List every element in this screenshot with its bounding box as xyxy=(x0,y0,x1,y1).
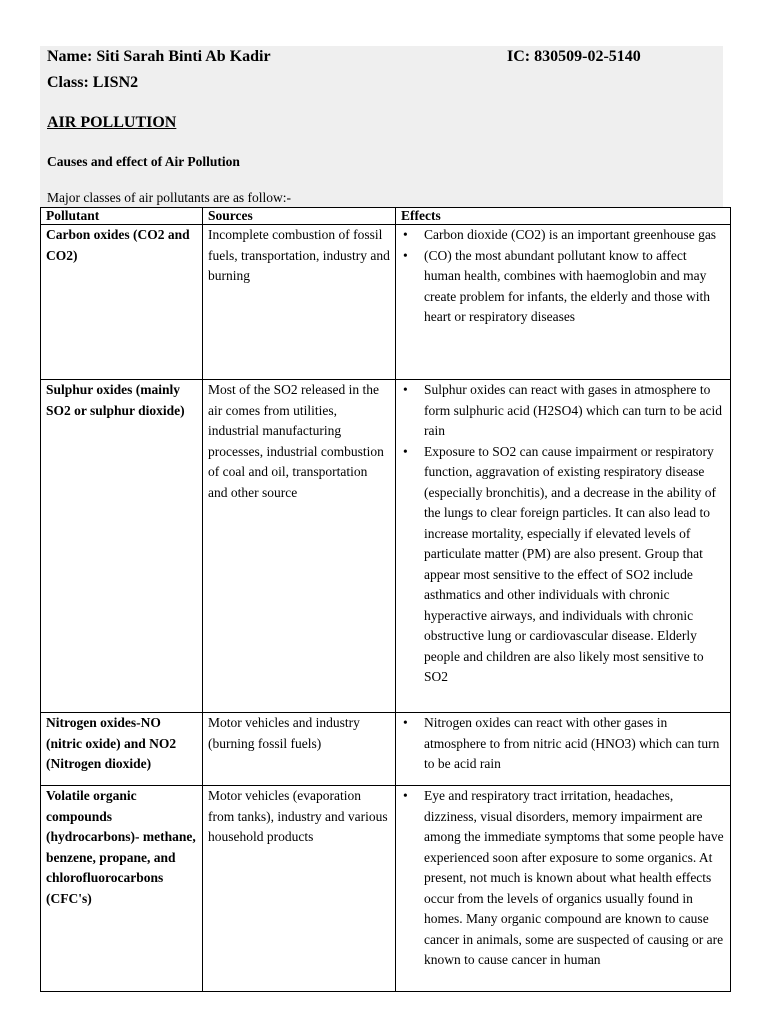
sources-cell: Motor vehicles and industry (burning fossil fuels) xyxy=(203,713,396,786)
pollutants-table xyxy=(40,207,731,992)
header-effects: Effects xyxy=(396,208,731,225)
effects-cell xyxy=(396,225,731,380)
document-subtitle: Causes and effect of Air Pollution xyxy=(47,154,240,169)
effects-list xyxy=(401,380,725,688)
header-sources: Sources xyxy=(203,208,396,225)
pollutant-cell: Carbon oxides (CO2 and CO2) xyxy=(41,225,203,380)
sources-cell: Incomplete combustion of fossil fuels, transportation, industry and burning xyxy=(203,225,396,380)
student-ic: IC: 830509-02-5140 xyxy=(507,48,641,65)
effects-list xyxy=(401,786,725,971)
effects-cell xyxy=(396,786,731,992)
student-class: Class: LISN2 xyxy=(47,74,139,91)
table-row xyxy=(41,225,731,380)
effects-list xyxy=(401,225,725,328)
sources-cell: Motor vehicles (evaporation from tanks), industry and various household products xyxy=(203,786,396,992)
student-name: Name: Siti Sarah Binti Ab Kadir xyxy=(47,48,271,65)
sources-cell: Most of the SO2 released in the air comes from utilities, industrial manufacturing processes, industrial combustion of coal and oil, transportation and other source xyxy=(203,380,396,713)
effects-cell xyxy=(396,713,731,786)
effects-list xyxy=(401,713,725,775)
effect-item: • Exposure to SO2 can cause impairment or respiratory function, aggravation of existing respiratory disease (especially bronchitis), and a decrease in the ability of the lungs to clear foreign particles. It can also lead to increase mortality, especially if elevated levels of particulate matter (PM) are also present. Group that appear most sensitive to the effect of SO2 include asthmatics and other individuals with chronic hyperactive airways, and individuals with chronic obstructive lung or cardiovascular disease. Elderly people and children are also likely most sensitive to SO2 xyxy=(401,442,725,688)
effect-item: • (CO) the most abundant pollutant know to affect human health, combines with haemoglobin and may create problem for infants, the elderly and those with heart or respiratory diseases xyxy=(401,246,725,328)
table-row xyxy=(41,380,731,713)
table-row xyxy=(41,713,731,786)
document-title: AIR POLLUTION xyxy=(47,114,177,131)
table-row xyxy=(41,786,731,992)
table-header-row xyxy=(41,208,731,225)
effect-item: • Carbon dioxide (CO2) is an important greenhouse gas xyxy=(401,225,725,246)
header-pollutant: Pollutant xyxy=(41,208,203,225)
effect-item: • Sulphur oxides can react with gases in atmosphere to form sulphuric acid (H2SO4) which can turn to be acid rain xyxy=(401,380,725,442)
effect-item: • Eye and respiratory tract irritation, headaches, dizziness, visual disorders, memory impairment are among the immediate symptoms that some people have experienced soon after exposure to some organics. At present, not much is known about what health effects occur from the levels of organics usually found in homes. Many organic compound are known to cause cancer in animals, some are suspected of causing or are known to cause cancer in human xyxy=(401,786,725,971)
effects-cell xyxy=(396,380,731,713)
intro-text: Major classes of air pollutants are as follow:- xyxy=(47,190,292,205)
pollutant-cell: Volatile organic compounds (hydrocarbons)- methane, benzene, propane, and chlorofluorocarbons (CFC's) xyxy=(41,786,203,992)
pollutant-cell: Nitrogen oxides-NO (nitric oxide) and NO2 (Nitrogen dioxide) xyxy=(41,713,203,786)
effect-item: • Nitrogen oxides can react with other gases in atmosphere to from nitric acid (HNO3) which can turn to be acid rain xyxy=(401,713,725,775)
pollutant-cell: Sulphur oxides (mainly SO2 or sulphur dioxide) xyxy=(41,380,203,713)
